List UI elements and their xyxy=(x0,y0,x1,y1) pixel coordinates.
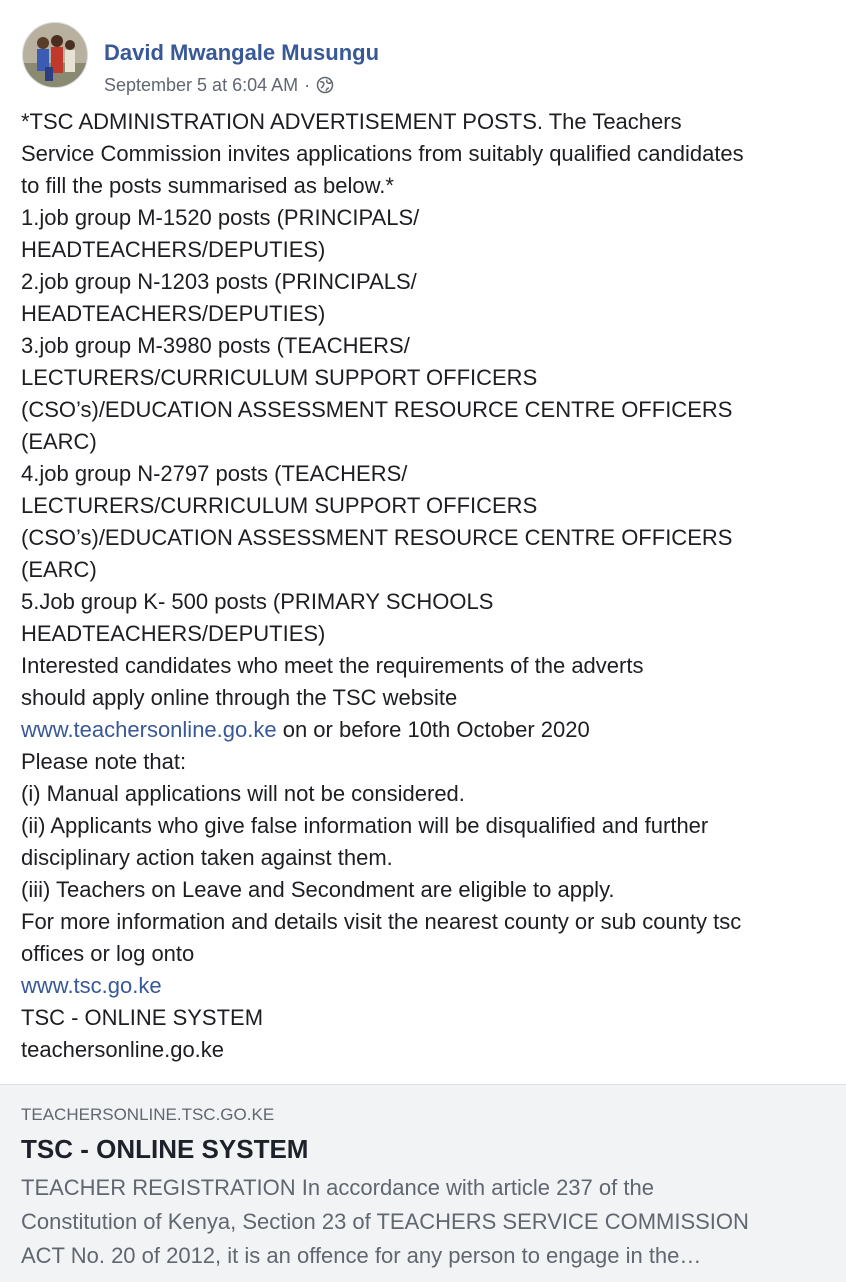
post-text-line: LECTURERS/CURRICULUM SUPPORT OFFICERS xyxy=(21,493,538,518)
post-text-line: (CSO’s)/EDUCATION ASSESSMENT RESOURCE CENTRE OFFICERS xyxy=(21,397,733,422)
post-text-line: *TSC ADMINISTRATION ADVERTISEMENT POSTS. The Teachers xyxy=(21,109,682,134)
post-text-line: (ii) Applicants who give false information will be disqualified and further xyxy=(21,813,709,838)
post-text-line: 4.job group N-2797 posts (TEACHERS/ xyxy=(21,461,408,486)
preview-domain: TEACHERSONLINE.TSC.GO.KE xyxy=(21,1105,275,1124)
preview-description xyxy=(21,1171,836,1273)
post-text-line: HEADTEACHERS/DEPUTIES) xyxy=(21,621,326,646)
post-text-line: For more information and details visit the nearest county or sub county tsc xyxy=(21,909,742,934)
post-meta xyxy=(104,74,334,96)
post-text-line: 3.job group M-3980 posts (TEACHERS/ xyxy=(21,333,410,358)
post-text-line: (CSO’s)/EDUCATION ASSESSMENT RESOURCE CENTRE OFFICERS xyxy=(21,525,733,550)
post-text-line: 2.job group N-1203 posts (PRINCIPALS/ xyxy=(21,269,417,294)
post-header xyxy=(22,22,822,95)
post-text-line: (iii) Teachers on Leave and Secondment are eligible to apply. xyxy=(21,877,615,902)
post-text-line xyxy=(21,714,836,746)
post-text-line: should apply online through the TSC website xyxy=(21,685,458,710)
post-text-line: (EARC) xyxy=(21,557,97,582)
avatar-photo-icon xyxy=(23,23,88,88)
post-text-line: Please note that: xyxy=(21,749,187,774)
post-text-line: to fill the posts summarised as below.* xyxy=(21,173,394,198)
post-text-line: TSC - ONLINE SYSTEM xyxy=(21,1005,264,1030)
post-text-line: offices or log onto xyxy=(21,941,195,966)
link-preview-card[interactable] xyxy=(0,1084,846,1282)
post-timestamp[interactable]: September 5 at 6:04 AM xyxy=(104,75,299,95)
post-text-line: (i) Manual applications will not be considered. xyxy=(21,781,465,806)
post-text-line: HEADTEACHERS/DEPUTIES) xyxy=(21,301,326,326)
post-text-line: HEADTEACHERS/DEPUTIES) xyxy=(21,237,326,262)
post-text-line: 5.Job group K- 500 posts (PRIMARY SCHOOLS xyxy=(21,589,494,614)
post-text-line: LECTURERS/CURRICULUM SUPPORT OFFICERS xyxy=(21,365,538,390)
tsc-website-link[interactable]: www.tsc.go.ke xyxy=(21,973,162,998)
post-text-line: (EARC) xyxy=(21,429,97,454)
post-body xyxy=(21,106,836,1066)
preview-description-line: Constitution of Kenya, Section 23 of TEACHERS SERVICE COMMISSION xyxy=(21,1209,749,1234)
preview-description-line: TEACHER REGISTRATION In accordance with article 237 of the xyxy=(21,1175,654,1200)
meta-separator: · xyxy=(304,75,311,95)
author-avatar[interactable] xyxy=(22,22,88,88)
preview-description-line: ACT No. 20 of 2012, it is an offence for any person to engage in the… xyxy=(21,1243,702,1268)
author-name[interactable]: David Mwangale Musungu xyxy=(104,40,380,65)
teachersonline-link[interactable]: www.teachersonline.go.ke xyxy=(21,717,277,742)
post-text-line: 1.job group M-1520 posts (PRINCIPALS/ xyxy=(21,205,420,230)
post-text-line: Service Commission invites applications from suitably qualified candidates xyxy=(21,141,744,166)
post-text-line: Interested candidates who meet the requirements of the adverts xyxy=(21,653,644,678)
globe-icon[interactable] xyxy=(316,76,334,94)
post-text-line: disciplinary action taken against them. xyxy=(21,845,393,870)
deadline-text: on or before 10th October 2020 xyxy=(276,717,590,742)
preview-title[interactable]: TSC - ONLINE SYSTEM xyxy=(21,1134,309,1164)
post-text-line: teachersonline.go.ke xyxy=(21,1037,225,1062)
